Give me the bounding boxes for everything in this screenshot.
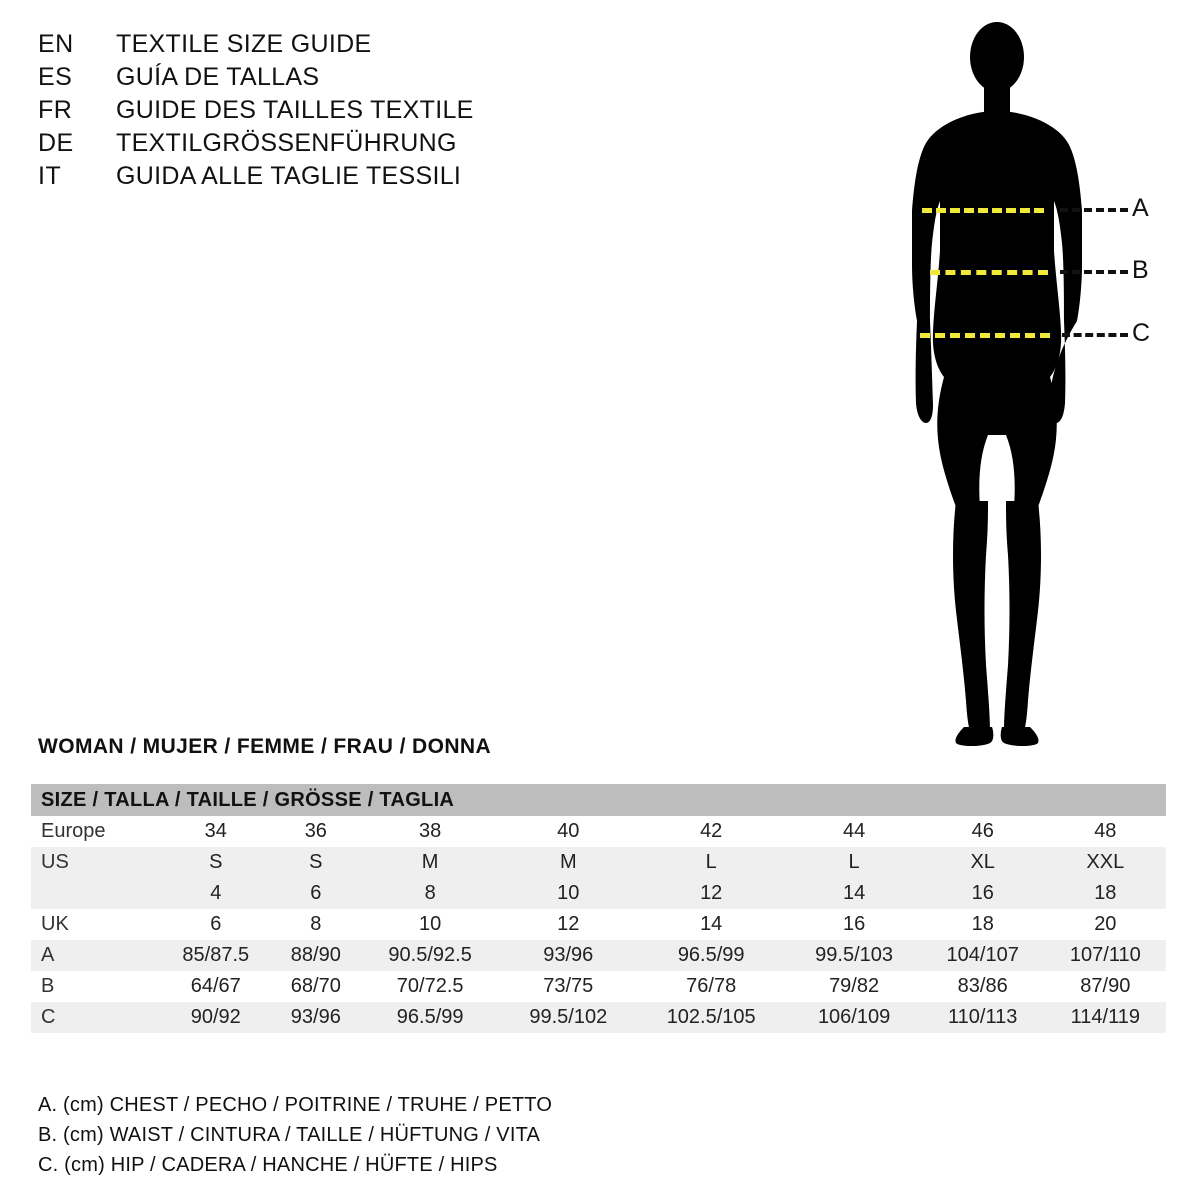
language-row [38,63,658,96]
row-label [31,878,159,909]
cell: 76/78 [635,971,787,1002]
cell: 96.5/99 [635,940,787,971]
cell: 90/92 [159,1002,273,1033]
cell: S [273,847,359,878]
cell: 44 [787,816,920,847]
cell: 90.5/92.5 [359,940,502,971]
cell: 110/113 [921,1002,1045,1033]
table-row [31,847,1166,878]
cell: 93/96 [502,940,635,971]
measure-leader-hip [1062,333,1128,337]
language-row [38,129,658,162]
cell: 10 [502,878,635,909]
cell: 16 [787,909,920,940]
cell: 42 [635,816,787,847]
table-row [31,878,1166,909]
row-label: B [31,971,159,1002]
cell: 4 [159,878,273,909]
table-row [31,971,1166,1002]
cell: 106/109 [787,1002,920,1033]
cell: 48 [1045,816,1166,847]
measurement-legend [38,1090,552,1180]
cell: 40 [502,816,635,847]
language-title: TEXTILGRÖSSENFÜHRUNG [116,129,457,157]
cell: 88/90 [273,940,359,971]
cell: 96.5/99 [359,1002,502,1033]
cell: 6 [159,909,273,940]
row-label: C [31,1002,159,1033]
cell: 87/90 [1045,971,1166,1002]
cell: 73/75 [502,971,635,1002]
measure-leader-chest [1060,208,1128,212]
language-title: GUIDA ALLE TAGLIE TESSILI [116,162,462,190]
language-title: TEXTILE SIZE GUIDE [116,30,372,58]
female-silhouette-figure [860,15,1190,755]
cell: 36 [273,816,359,847]
cell: 70/72.5 [359,971,502,1002]
cell: XXL [1045,847,1166,878]
row-label: A [31,940,159,971]
section-caption: WOMAN / MUJER / FEMME / FRAU / DONNA [38,735,492,758]
cell: M [502,847,635,878]
cell: 114/119 [1045,1002,1166,1033]
language-title-block [38,30,658,195]
measure-leader-waist [1060,270,1128,274]
cell: 18 [921,909,1045,940]
table-row [31,909,1166,940]
measure-line-hip [920,333,1050,338]
cell: L [635,847,787,878]
cell: 83/86 [921,971,1045,1002]
cell: 68/70 [273,971,359,1002]
measure-label-a: A [1132,194,1149,222]
table-row [31,940,1166,971]
cell: 99.5/102 [502,1002,635,1033]
language-row [38,96,658,129]
cell: 102.5/105 [635,1002,787,1033]
language-title: GUÍA DE TALLAS [116,63,320,91]
cell: 14 [635,909,787,940]
cell: XL [921,847,1045,878]
measure-label-c: C [1132,319,1151,347]
cell: 38 [359,816,502,847]
measure-label-b: B [1132,256,1149,284]
row-label: US [31,847,159,878]
cell: L [787,847,920,878]
legend-line-a: A. (cm) CHEST / PECHO / POITRINE / TRUHE / PETTO [38,1094,553,1116]
cell: 8 [273,909,359,940]
cell: 93/96 [273,1002,359,1033]
cell: 18 [1045,878,1166,909]
language-code: FR [38,96,73,124]
measure-line-waist [930,270,1048,275]
table-row [31,1002,1166,1033]
cell: 14 [787,878,920,909]
language-row [38,162,658,195]
table-header-title: SIZE / TALLA / TAILLE / GRÖSSE / TAGLIA [31,784,1166,816]
cell: 104/107 [921,940,1045,971]
cell: 10 [359,909,502,940]
language-code: EN [38,30,74,58]
row-label: Europe [31,816,159,847]
female-body-silhouette-icon [860,15,1190,755]
measure-line-chest [922,208,1044,213]
language-code: DE [38,129,74,157]
legend-line-c: C. (cm) HIP / CADERA / HANCHE / HÜFTE / HIPS [38,1154,498,1176]
cell: 46 [921,816,1045,847]
cell: 34 [159,816,273,847]
table-row [31,816,1166,847]
cell: 64/67 [159,971,273,1002]
cell: 8 [359,878,502,909]
cell: 107/110 [1045,940,1166,971]
cell: 20 [1045,909,1166,940]
language-title: GUIDE DES TAILLES TEXTILE [116,96,474,124]
language-row [38,30,658,63]
cell: 99.5/103 [787,940,920,971]
language-code: ES [38,63,73,91]
table-header-row [31,784,1166,816]
legend-line-b: B. (cm) WAIST / CINTURA / TAILLE / HÜFTUNG / VITA [38,1124,541,1146]
cell: 85/87.5 [159,940,273,971]
cell: 16 [921,878,1045,909]
cell: S [159,847,273,878]
cell: 6 [273,878,359,909]
cell: 12 [502,909,635,940]
size-table [31,784,1166,1033]
row-label: UK [31,909,159,940]
cell: 79/82 [787,971,920,1002]
cell: M [359,847,502,878]
cell: 12 [635,878,787,909]
language-code: IT [38,162,62,190]
